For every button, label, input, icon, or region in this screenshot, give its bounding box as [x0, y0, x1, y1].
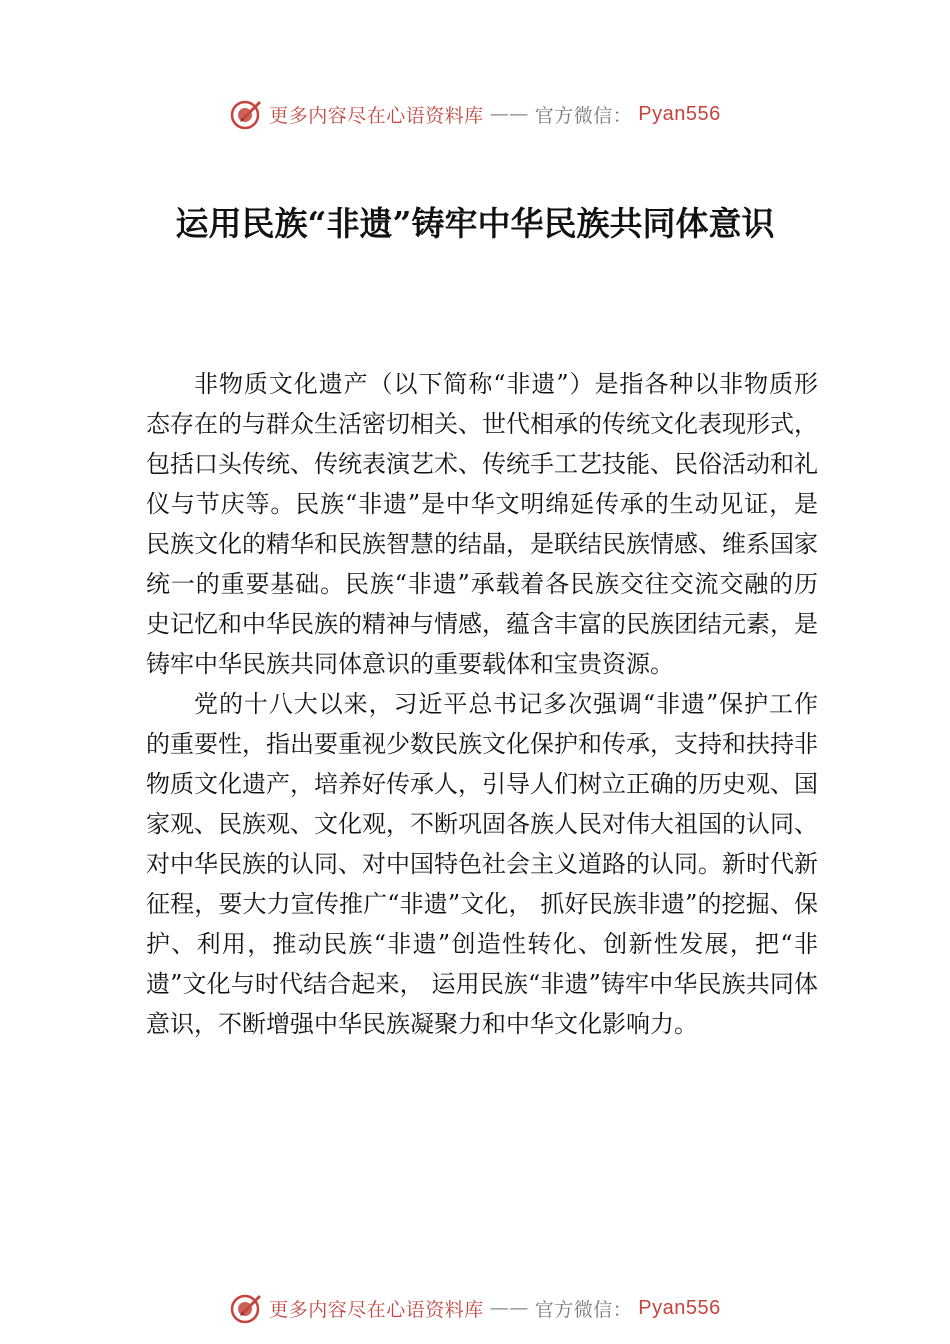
- separator: ——: [489, 1297, 529, 1319]
- wechat-label: 官方微信：: [534, 104, 633, 127]
- header-watermark-banner: [0, 94, 950, 134]
- wechat-id: Pyan556: [638, 1296, 721, 1319]
- separator: ——: [489, 103, 529, 125]
- quill-seal-logo-icon: [229, 97, 263, 131]
- document-body: [146, 364, 818, 1044]
- wechat-id: Pyan556: [638, 102, 721, 125]
- footer-watermark-banner: [0, 1288, 950, 1328]
- quill-seal-logo-icon: [229, 1291, 263, 1325]
- paragraph-1: 非物质文化遗产（以下简称“非遗”）是指各种以非物质形态存在的与群众生活密切相关、世代相承的传统文化表现形式，包括口头传统、传统表演艺术、传统手工艺技能、民俗活动和礼仪与节庆等。民族“非遗”是中华文明绵延传承的生动见证，是民族文化的精华和民族智慧的结晶，是联结民族情感、维系国家统一的重要基础。民族“非遗”承载着各民族交往交流交融的历史记忆和中华民族的精神与情感，蕴含丰富的民族团结元素，是铸牢中华民族共同体意识的重要载体和宝贵资源。: [146, 370, 818, 678]
- document-title: 运用民族“非遗”铸牢中华民族共同体意识: [175, 204, 775, 243]
- wechat-label: 官方微信：: [534, 1298, 633, 1321]
- paragraph-2: 党的十八大以来，习近平总书记多次强调“非遗”保护工作的重要性，指出要重视少数民族文化保护和传承，支持和扶持非物质文化遗产，培养好传承人，引导人们树立正确的历史观、国家观、民族观、文化观，不断巩固各族人民对伟大祖国的认同、对中华民族的认同、对中国特色社会主义道路的认同。新时代新征程，要大力宣传推广“非遗”文化， 抓好民族非遗”的挖掘、保护、利用，推动民族“非遗”创造性转化、创新性发展，把“非遗”文化与时代结合起来， 运用民族“非遗”铸牢中华民族共同体意识，不断增强中华民族凝聚力和中华文化影响力。: [146, 690, 818, 1038]
- brand-name: 更多内容尽在心语资料库: [269, 104, 484, 127]
- brand-name: 更多内容尽在心语资料库: [269, 1298, 484, 1321]
